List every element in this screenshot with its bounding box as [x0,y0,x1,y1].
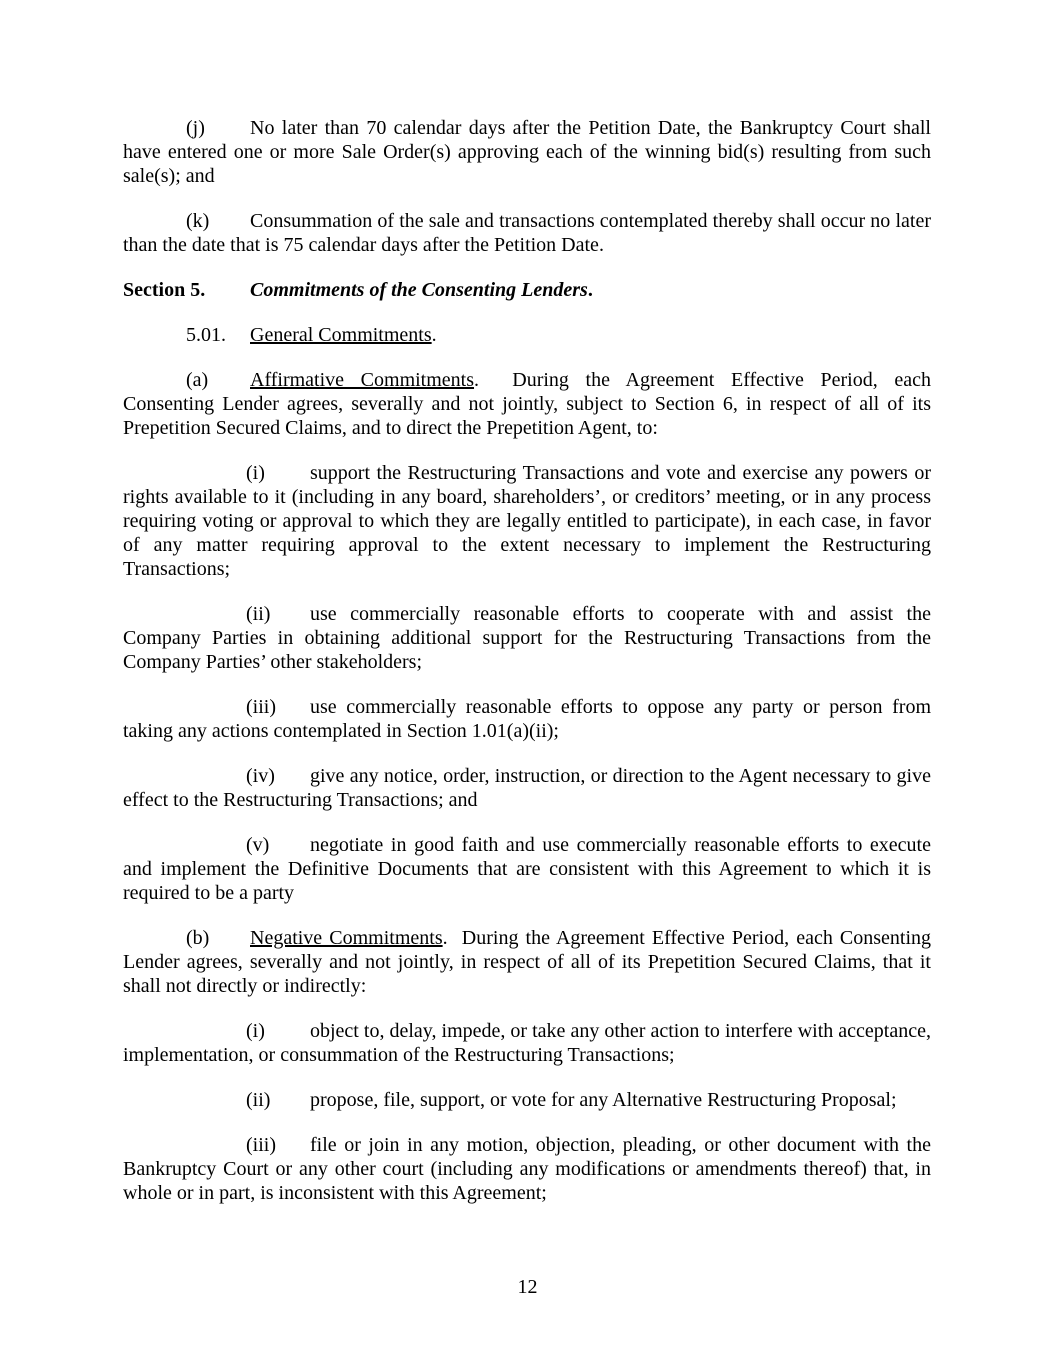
section-501-title: General Commitments [250,324,432,346]
paragraph-a-i-text: support the Restructuring Transactions and vote and exercise any powers or rights available to it (including in any board, shareholders’, or creditors’ meeting, or in any process requiring voting or approval to which they are legally entitled to participate), in each case, in favor of any matter requiring approval to the extent necessary to implement the Restructuring Transactions; [123,462,931,580]
paragraph-a [123,368,931,440]
section-501-label: 5.01. [186,324,226,346]
paragraph-b-text: During the Agreement Effective Period, each Consenting Lender agrees, severally and not jointly, in respect of all of its Prepetition Secured Claims, that it shall not directly or indirectly: [123,927,932,997]
paragraph-a-heading-period: . [474,369,513,391]
paragraph-b-ii-label: (ii) [246,1089,271,1111]
section-501-heading [123,323,931,347]
paragraph-a-iii-label: (iii) [246,696,276,718]
paragraph-a-label: (a) [186,369,209,391]
paragraph-b-i-text: object to, delay, impede, or take any other action to interfere with acceptance, implementation, or consummation of the Restructuring Transactions; [123,1020,931,1066]
paragraph-a-iv [123,764,931,812]
paragraph-b-ii-text: propose, file, support, or vote for any Alternative Restructuring Proposal; [310,1089,897,1111]
section-5-heading [123,278,931,302]
section-5-title: Commitments of the Consenting Lenders [250,279,588,301]
section-5-period: . [587,279,593,301]
paragraph-a-iii [123,695,931,743]
paragraph-k-label: (k) [186,210,210,232]
paragraph-a-iv-text: give any notice, order, instruction, or direction to the Agent necessary to give effect to the Restructuring Transactions; and [123,765,931,811]
paragraph-b-ii [123,1088,931,1112]
paragraph-b-i-label: (i) [246,1020,265,1042]
paragraph-a-ii-text: use commercially reasonable efforts to cooperate with and assist the Company Parties in obtaining additional support for the Restructuring Transactions from the Company Parties’ other stakeholders; [123,603,931,673]
paragraph-b-label: (b) [186,927,210,949]
paragraph-b-heading-period: . [442,927,462,949]
paragraph-a-v [123,833,931,905]
paragraph-a-ii-label: (ii) [246,603,271,625]
paragraph-a-heading: Affirmative Commitments [250,369,475,391]
paragraph-a-iii-text: use commercially reasonable efforts to oppose any party or person from taking any actions contemplated in Section 1.01(a)(ii); [123,696,931,742]
paragraph-j [123,116,931,188]
paragraph-b [123,926,931,998]
paragraph-a-i [123,461,931,581]
paragraph-b-iii-label: (iii) [246,1134,276,1156]
paragraph-a-i-label: (i) [246,462,265,484]
page-number: 12 [517,1276,538,1298]
paragraph-k [123,209,931,257]
paragraph-a-iv-label: (iv) [246,765,275,787]
paragraph-j-label: (j) [186,117,205,139]
section-501-period: . [431,324,437,346]
paragraph-j-text: No later than 70 calendar days after the Petition Date, the Bankruptcy Court shall have entered one or more Sale Order(s) approving each of the winning bid(s) resulting from such sale(s); and [123,117,931,187]
paragraph-b-iii-text: file or join in any motion, objection, pleading, or other document with the Bankruptcy Court or any other court (including any modifications or amendments thereof) that, in whole or in part, is inconsistent with this Agreement; [123,1134,931,1204]
paragraph-k-text: Consummation of the sale and transactions contemplated thereby shall occur no later than the date that is 75 calendar days after the Petition Date. [123,210,931,256]
paragraph-a-text: During the Agreement Effective Period, each Consenting Lender agrees, severally and not jointly, subject to Section 6, in respect of all of its Prepetition Secured Claims, and to direct the Prepetition Agent, to: [123,369,931,439]
paragraph-a-ii [123,602,931,674]
paragraph-a-v-label: (v) [246,834,270,856]
paragraph-b-i [123,1019,931,1067]
paragraph-b-iii [123,1133,931,1205]
paragraph-b-heading: Negative Commitments [250,927,443,949]
section-5-label: Section 5. [123,279,206,301]
paragraph-a-v-text: negotiate in good faith and use commercially reasonable efforts to execute and implement the Definitive Documents that are consistent with this Agreement to which it is required to be a party [123,834,931,904]
